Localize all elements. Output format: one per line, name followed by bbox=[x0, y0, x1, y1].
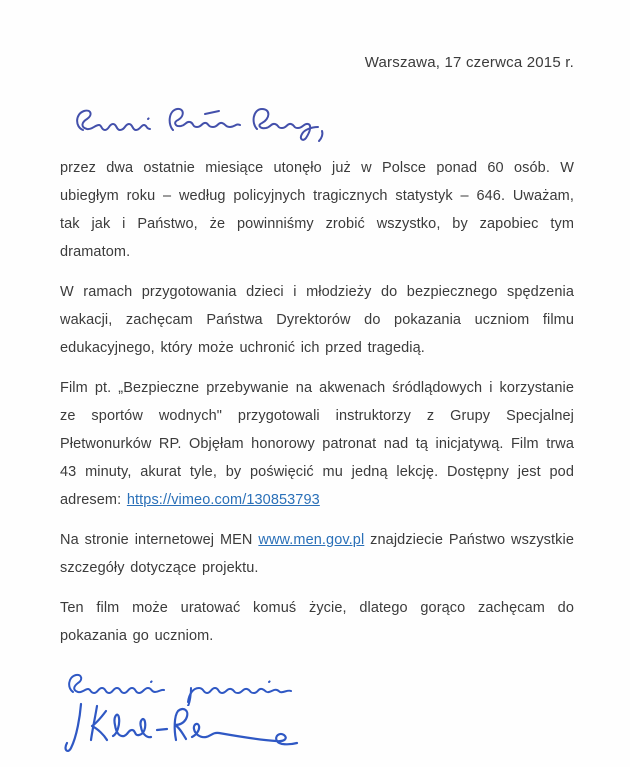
signature-flourish bbox=[192, 724, 297, 744]
date-line: Warszawa, 17 czerwca 2015 r. bbox=[364, 54, 574, 71]
closing-i-dot-2 bbox=[269, 681, 270, 682]
signature-r-stroke bbox=[175, 709, 188, 740]
handwritten-greeting bbox=[70, 96, 574, 148]
paragraph-drowning-statistics: przez dwa ostatnie miesiące utonęło już w Polsce ponad 60 osób. W ubiegłym roku – według policyjnych tragicznych statystyk – 646. Uważam, tak jak i Państwo, że powinniśmy zrobić wszystko, by zapobiec tym dramatom. bbox=[60, 160, 574, 260]
greeting-ink-strokes bbox=[70, 96, 332, 148]
paragraph-men-website bbox=[60, 526, 574, 582]
greeting-i-dot bbox=[148, 118, 149, 119]
letter-body bbox=[60, 154, 574, 650]
vimeo-link[interactable]: https://vimeo.com/130853793 bbox=[126, 492, 320, 508]
greeting-word-panstwo bbox=[170, 109, 240, 130]
signature-mid-letters bbox=[113, 715, 151, 737]
signature-hyphen bbox=[157, 729, 167, 730]
greeting-t-bar bbox=[205, 111, 219, 114]
greeting-word-szanowni bbox=[77, 111, 150, 130]
closing-i-dot-1 bbox=[151, 681, 152, 682]
men-paragraph-text-before: Na stronie internetowej MEN bbox=[60, 532, 259, 548]
greeting-comma bbox=[319, 131, 322, 141]
handwritten-signature bbox=[60, 696, 574, 758]
closing-word-serdecznie bbox=[69, 675, 164, 693]
men-paragraph-text-after: znajdziecie Państwo wszystkie szczegóły dotyczące projektu. bbox=[60, 532, 574, 576]
signature-j-stroke bbox=[66, 704, 81, 751]
greeting-word-dyrektorzy bbox=[254, 109, 318, 140]
paragraph-holiday-preparation: W ramach przygotowania dzieci i młodzieży do bezpiecznego spędzenia wakacji, zachęcam Państwa Dyrektorów do pokazania uczniom filmu edukacyjnego, który może uchronić ich przed tragedią. bbox=[60, 284, 574, 356]
film-paragraph-text: Film pt. „Bezpieczne przebywanie na akwenach śródlądowych i korzystanie ze sportów wodnych" przygotowali instruktorzy z Grupy Specjalnej Płetwonurków RP. Objęłam honorowy patronat nad tą inicjatywą. Film trwa 43 minuty, akurat tyle, by poświęcić mu jedną lekcję. Dostępny jest pod adresem: bbox=[60, 380, 574, 508]
men-gov-link[interactable]: www.men.gov.pl bbox=[258, 532, 365, 548]
signature-ink-strokes bbox=[60, 696, 312, 758]
paragraph-final-appeal: Ten film może uratować komuś życie, dlatego gorąco zachęcam do pokazania go uczniom. bbox=[60, 600, 574, 644]
paragraph-film-details bbox=[60, 374, 574, 514]
